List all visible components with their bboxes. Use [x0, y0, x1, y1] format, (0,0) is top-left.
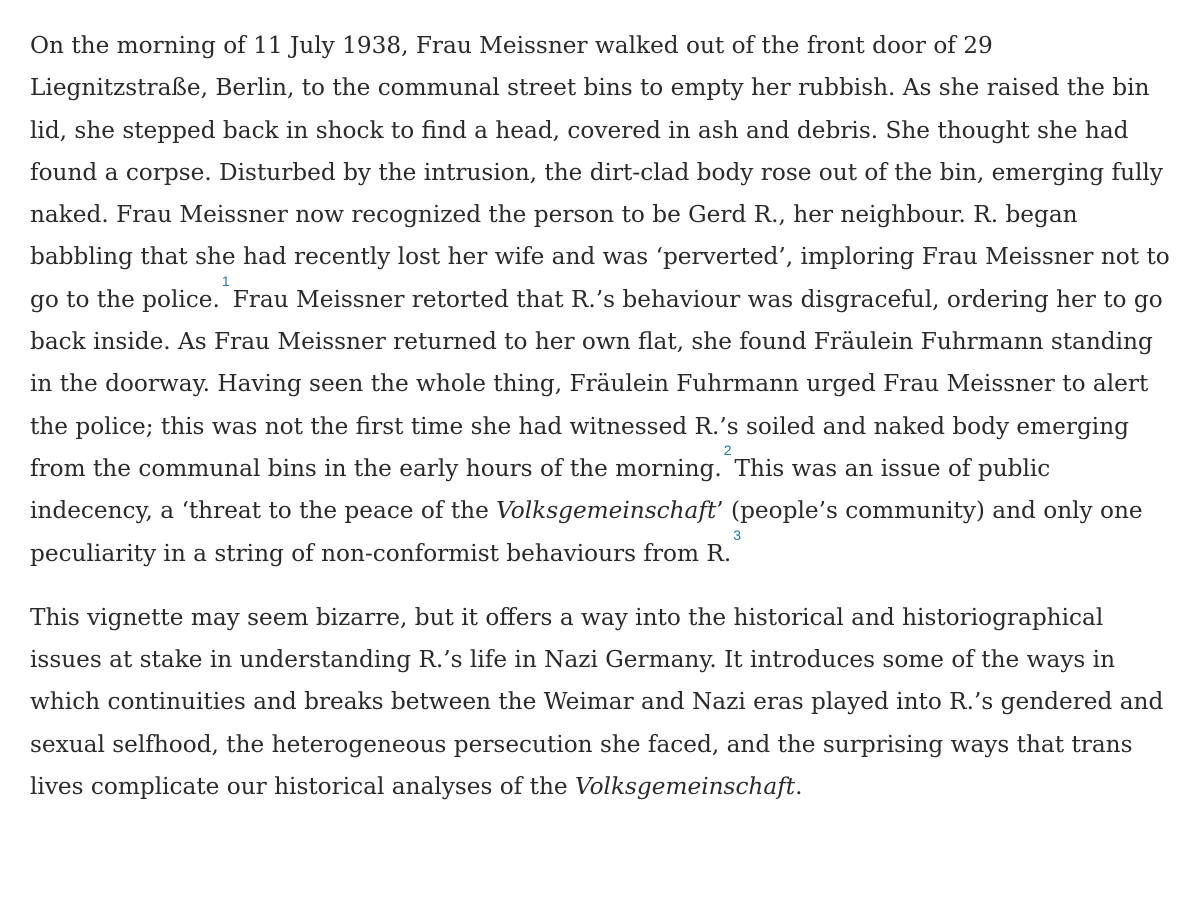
footnote-link-3[interactable]: 3 — [733, 526, 741, 543]
footnote-link-2[interactable]: 2 — [723, 442, 732, 459]
paragraph-2-text: This vignette may seem bizarre, but it offers a way into the historical and historiographical issues at stake in understanding R.’s life in Nazi Germany. It introduces some of the ways in which continuities and breaks between the Weimar and Nazi eras played into R.’s gendered and sexual selfhood, the heterogeneous persecution she faced, and the surprising ways that trans lives complicate our historical analyses of the — [30, 603, 1164, 801]
italic-term: Volksgemeinschaft — [496, 497, 717, 525]
paragraph-1-text-c: This was an issue of public indecency, a ‘threat to the peace of the — [30, 454, 1051, 525]
italic-term: Volksgemeinschaft — [574, 773, 796, 801]
paragraph-1-text-b: Frau Meissner retorted that R.’s behaviour was disgraceful, ordering her to go back inside. As Frau Meissner returned to her own flat, she found Fräulein Fuhrmann standing in the doorway. Having seen the whole thing, Fräulein Fuhrmann urged Frau Meissner to alert the police; this was not the first time she had witnessed R.’s soiled and naked body emerging from the communal bins in the early hours of the morning. — [30, 285, 1163, 482]
paragraph-2-end: . — [795, 773, 803, 801]
paragraph-1 — [30, 25, 1175, 575]
paragraph-2 — [30, 597, 1175, 808]
footnote-link-1[interactable]: 1 — [221, 273, 230, 290]
paragraph-1-text-a: On the morning of 11 July 1938, Frau Meissner walked out of the front door of 29 Liegnitzstraße, Berlin, to the communal street bins to empty her rubbish. As she raised the bin lid, she stepped back in shock to find a head, covered in ash and debris. She thought she had found a corpse. Disturbed by the intrusion, the dirt-clad body rose out of the bin, emerging fully naked. Frau Meissner now recognized the person to be Gerd R., her neighbour. R. began babbling that she had recently lost her wife and was ‘perverted’, imploring Frau Meissner not to go to the police. — [30, 32, 1170, 313]
article-body — [30, 25, 1175, 808]
paragraph-1-text-d: ’ (people’s community) and only one peculiarity in a string of non-conformist behaviours from R. — [30, 497, 1143, 567]
